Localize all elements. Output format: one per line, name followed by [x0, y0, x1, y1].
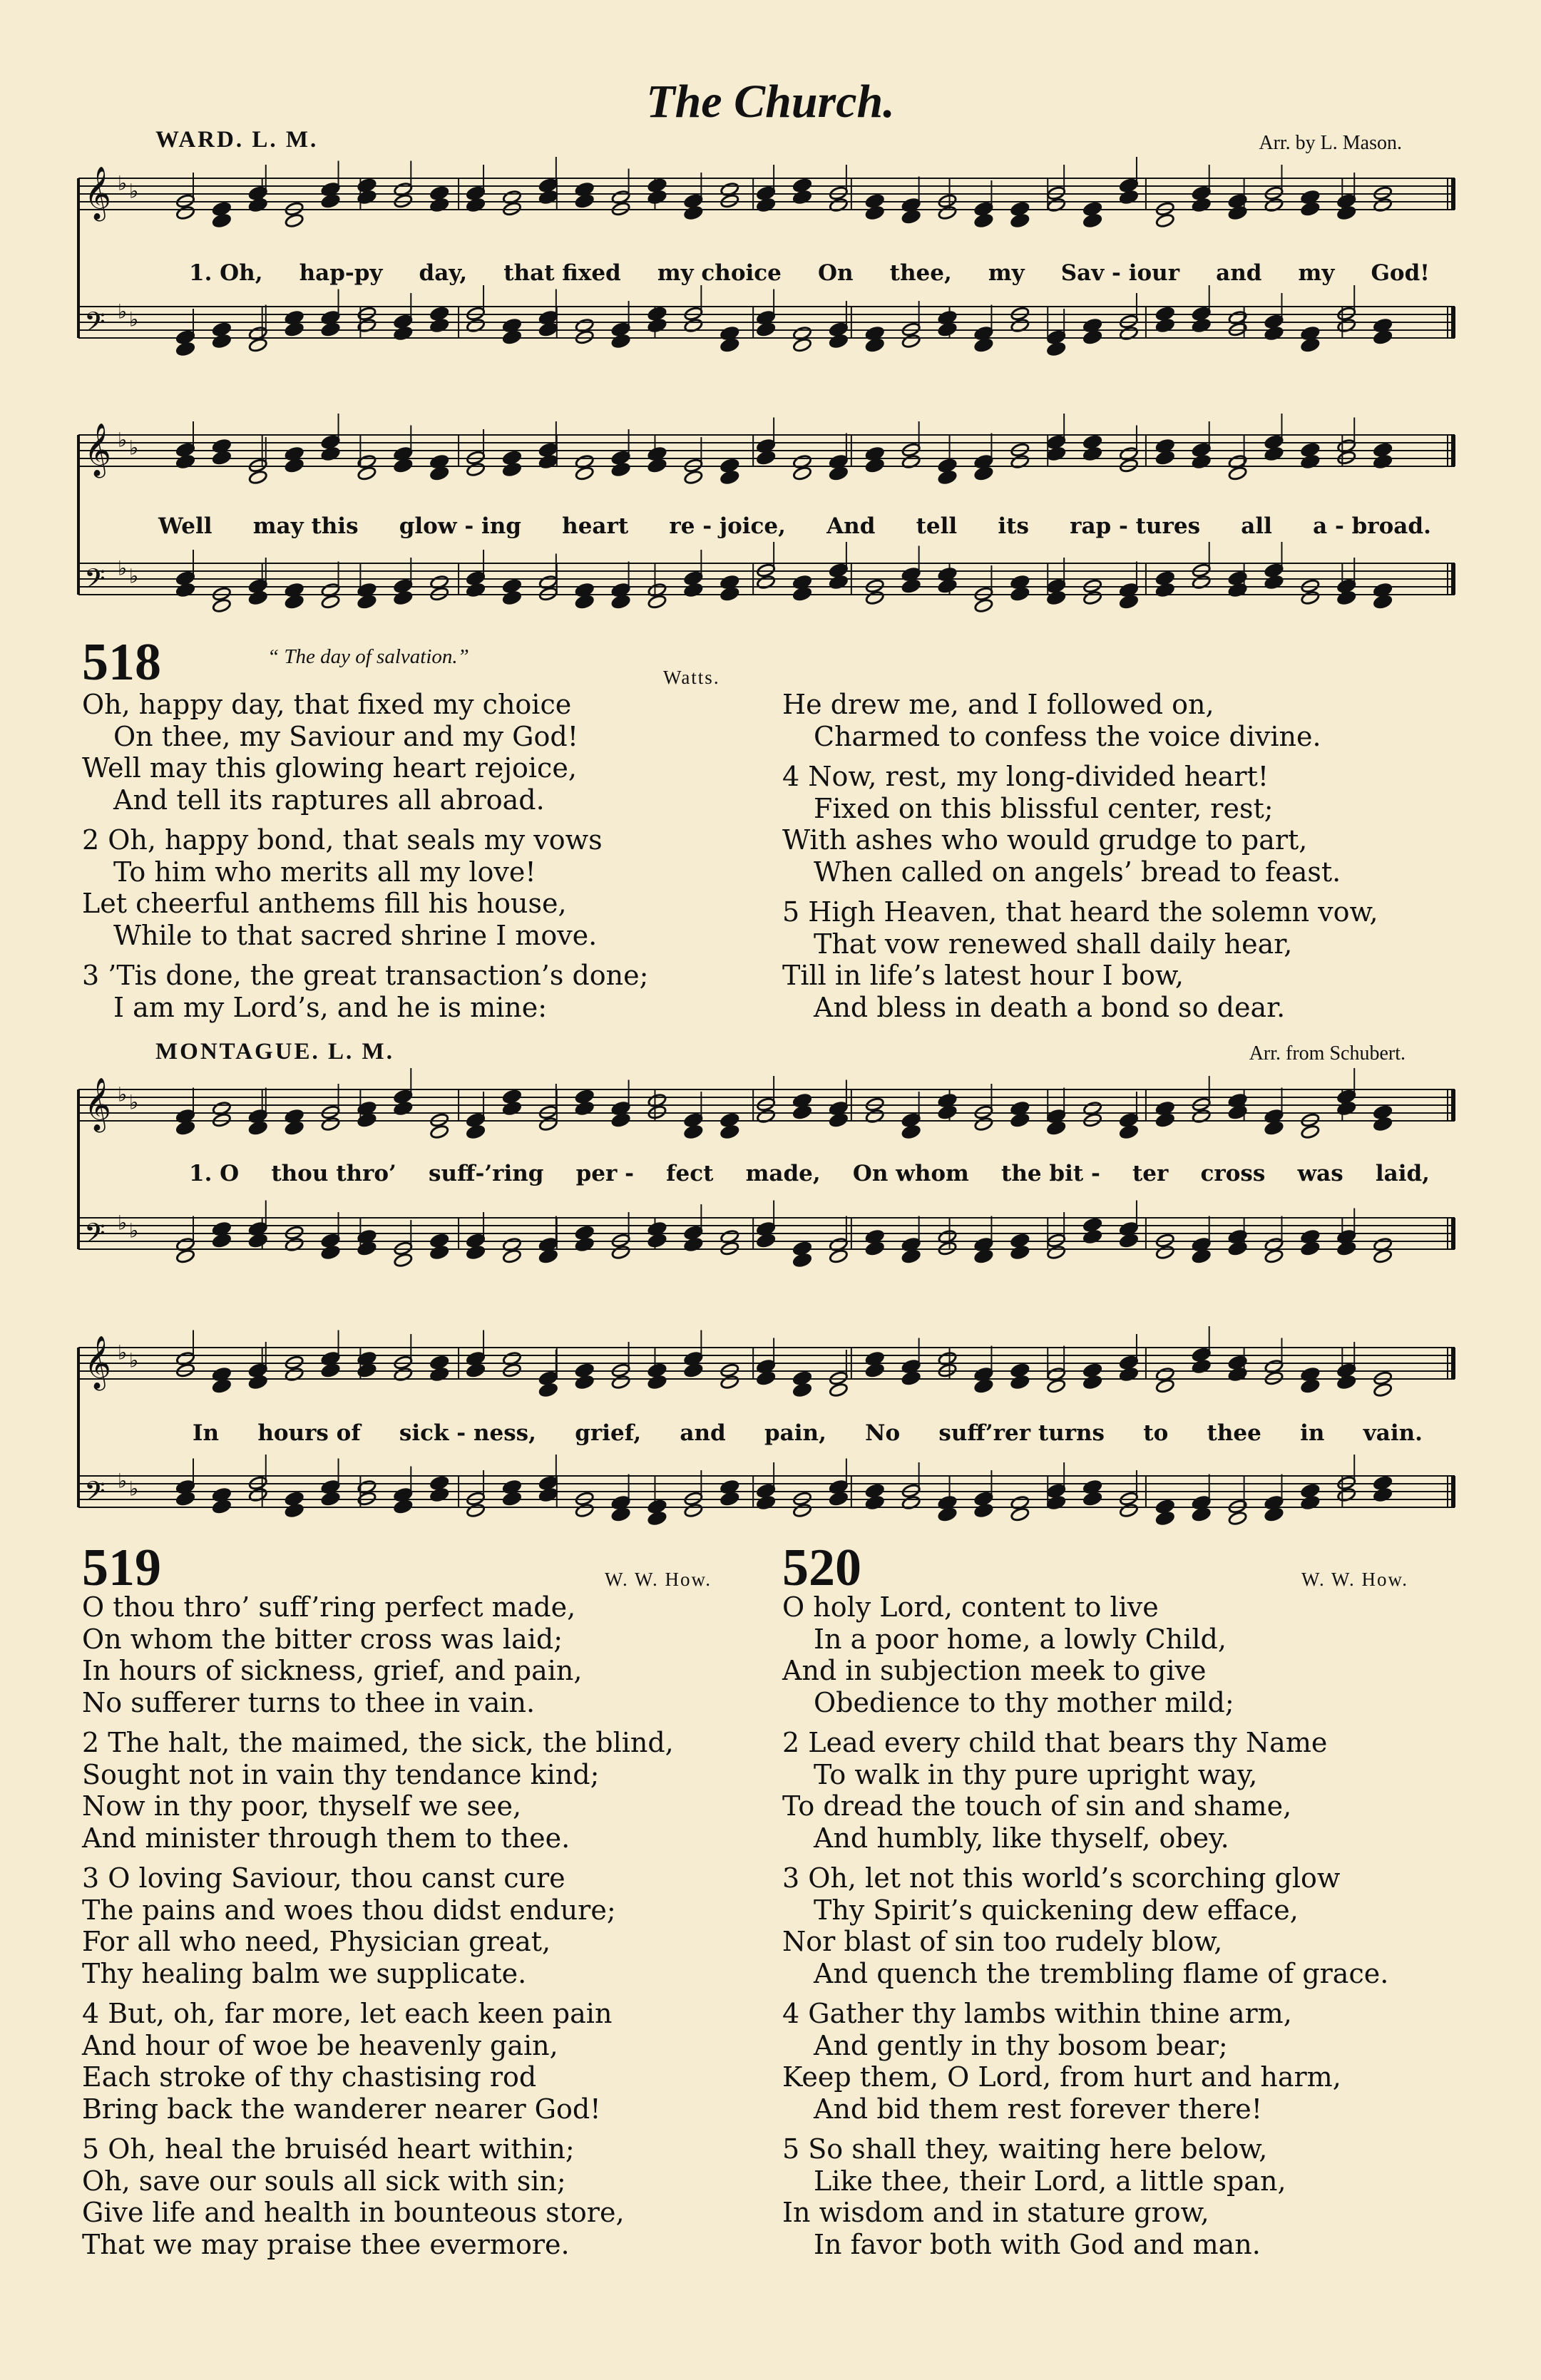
lyric-word: hap-py: [299, 260, 383, 286]
lyric-word: suff’rer turns: [938, 1420, 1105, 1446]
lyric-word: And: [826, 513, 876, 539]
stanza: [782, 1998, 1388, 2125]
svg-text:♭: ♭: [118, 299, 128, 324]
verse-line: Well may this glowing heart rejoice,: [82, 752, 577, 784]
lyric-word: tell: [916, 513, 958, 539]
verse-line: 3 O loving Saviour, thou canst cure: [82, 1862, 565, 1894]
lyric-word: fect: [666, 1161, 714, 1186]
lyrics-montague-line-1: [189, 1161, 1430, 1186]
verse-line: No sufferer turns to thee in vain.: [82, 1686, 536, 1718]
verse-line: Sought not in vain thy tendance kind;: [82, 1758, 600, 1790]
stanza: [82, 1727, 674, 1854]
hymn-518-author: Watts.: [663, 667, 720, 688]
stanza: [82, 960, 648, 1023]
lyric-word: No: [865, 1420, 901, 1446]
stanza: [82, 1862, 674, 1989]
lyric-word: pain,: [764, 1420, 826, 1446]
svg-text:♭: ♭: [118, 556, 128, 580]
stanza: [782, 1727, 1388, 1854]
verse-line: 2 Lead every child that bears thy Name: [782, 1727, 1328, 1758]
lyric-word: re - joice,: [669, 513, 786, 539]
svg-text:♭: ♭: [129, 1090, 139, 1114]
lyric-word: glow - ing: [399, 513, 521, 539]
svg-text:♭: ♭: [129, 179, 139, 203]
verse-line: To walk in thy pure upright way,: [814, 1758, 1258, 1790]
stanza: [782, 689, 1378, 752]
lyric-word: In: [193, 1420, 220, 1446]
verse-line: O thou thro’ suff’ring perfect made,: [82, 1591, 576, 1623]
hymn-518-caption: “ The day of salvation.”: [267, 645, 469, 668]
stanza: [82, 689, 648, 816]
lyric-word: sick - ness,: [399, 1420, 536, 1446]
verse-line: On thee, my Saviour and my God!: [113, 720, 579, 752]
lyric-word: rap - tures: [1070, 513, 1201, 539]
verse-line: With ashes who would grudge to part,: [782, 824, 1308, 856]
lyric-word: may this: [252, 513, 359, 539]
stanza: [782, 761, 1378, 888]
svg-text:♭: ♭: [118, 1340, 128, 1365]
lyric-word: On whom: [852, 1161, 969, 1186]
svg-text:𝄞: 𝄞: [84, 424, 111, 476]
lyric-word: laid,: [1375, 1161, 1430, 1186]
svg-text:♭: ♭: [118, 1082, 128, 1107]
verse-line: And minister through them to thee.: [82, 1822, 570, 1854]
lyric-word: cross: [1200, 1161, 1266, 1186]
svg-text:♭: ♭: [129, 1348, 139, 1373]
tune-name-montague: MONTAGUE. L. M.: [155, 1039, 394, 1065]
svg-text:♭: ♭: [129, 1477, 139, 1501]
hymn-520-verses: [782, 1591, 1388, 2269]
verse-line: Let cheerful anthems fill his house,: [82, 888, 567, 919]
lyric-word: Sav - iour: [1060, 260, 1180, 286]
verse-line: Give life and health in bounteous store,: [82, 2197, 625, 2228]
stanza: [82, 2133, 674, 2260]
verse-line: Obedience to thy mother mild;: [814, 1686, 1234, 1718]
verse-line: 5 So shall they, waiting here below,: [782, 2133, 1268, 2165]
lyric-word: my: [1298, 260, 1335, 286]
lyric-word: On: [818, 260, 854, 286]
hymn-518-verses-left: [82, 689, 648, 1032]
lyrics-ward-line-2: [158, 513, 1431, 539]
verse-line: Now in thy poor, thyself we see,: [82, 1790, 522, 1822]
verse-line: For all who need, Physician great,: [82, 1926, 551, 1957]
lyric-word: grief,: [575, 1420, 642, 1446]
verse-line: And hour of woe be heavenly gain,: [82, 2029, 558, 2061]
hymn-number-518: 518: [82, 633, 161, 692]
lyric-word: hours of: [257, 1420, 361, 1446]
svg-text:𝄢: 𝄢: [84, 306, 106, 344]
verse-line: Bring back the wanderer nearer God!: [82, 2093, 601, 2125]
verse-line: Thy Spirit’s quickening dew efface,: [814, 1894, 1299, 1926]
svg-text:♭: ♭: [118, 1469, 128, 1493]
verse-line: To him who merits all my love!: [113, 856, 536, 888]
stanza: [82, 824, 648, 951]
lyric-word: that fixed: [503, 260, 621, 286]
verse-line: 5 High Heaven, that heard the solemn vow,: [782, 896, 1378, 928]
stanza: [82, 1998, 674, 2125]
svg-text:♭: ♭: [129, 564, 139, 588]
verse-line: When called on angels’ bread to feast.: [814, 856, 1341, 888]
lyric-word: and: [1216, 260, 1262, 286]
lyrics-ward-line-1: [189, 260, 1430, 286]
hymn-519-verses: [82, 1591, 674, 2269]
svg-text:𝄞: 𝄞: [84, 167, 111, 220]
verse-line: That vow renewed shall daily hear,: [814, 928, 1293, 960]
verse-line: In hours of sickness, grief, and pain,: [82, 1655, 583, 1686]
lyric-word: Well: [158, 513, 213, 539]
verse-line: The pains and woes thou didst endure;: [82, 1894, 616, 1926]
svg-text:♭: ♭: [118, 428, 128, 452]
verse-line: And gently in thy bosom bear;: [814, 2029, 1228, 2061]
verse-line: Oh, save our souls all sick with sin;: [82, 2165, 566, 2197]
lyric-word: a - broad.: [1313, 513, 1431, 539]
lyric-word: the bit -: [1001, 1161, 1100, 1186]
verse-line: And bless in death a bond so dear.: [814, 991, 1286, 1023]
lyric-word: God!: [1371, 260, 1430, 286]
verse-line: 2 The halt, the maimed, the sick, the blind,: [82, 1727, 674, 1758]
hymn-519-author: W. W. How.: [605, 1569, 712, 1590]
lyric-word: all: [1241, 513, 1272, 539]
verse-line: 3 ’Tis done, the great transaction’s done;: [82, 960, 649, 991]
stanza: [782, 896, 1378, 1023]
verse-line: 3 Oh, let not this world’s scorching glow: [782, 1862, 1341, 1894]
svg-text:♭: ♭: [129, 307, 139, 332]
lyric-word: ter: [1132, 1161, 1169, 1186]
lyric-word: my choice: [657, 260, 782, 286]
verse-line: And humbly, like thyself, obey.: [814, 1822, 1229, 1854]
svg-text:𝄢: 𝄢: [84, 1217, 106, 1256]
lyric-word: to: [1143, 1420, 1169, 1446]
lyric-word: day,: [419, 260, 468, 286]
hymn-520-author: W. W. How.: [1301, 1569, 1409, 1590]
lyrics-montague-line-2: [193, 1420, 1423, 1446]
verse-line: Charmed to confess the voice divine.: [814, 720, 1321, 752]
lyric-word: thee,: [889, 260, 952, 286]
verse-line: On whom the bitter cross was laid;: [82, 1623, 563, 1655]
verse-line: To dread the touch of sin and shame,: [782, 1790, 1292, 1822]
verse-line: 2 Oh, happy bond, that seals my vows: [82, 824, 603, 856]
lyric-word: 1. Oh,: [189, 260, 263, 286]
stanza: [82, 1591, 674, 1718]
verse-line: Keep them, O Lord, from hurt and harm,: [782, 2061, 1341, 2093]
verse-line: 4 Gather thy lambs within thine arm,: [782, 1998, 1292, 2029]
verse-line: I am my Lord’s, and he is mine:: [113, 991, 548, 1023]
svg-text:𝄢: 𝄢: [84, 1475, 106, 1514]
verse-line: 4 Now, rest, my long-divided heart!: [782, 761, 1269, 792]
stanza: [782, 2133, 1388, 2260]
lyric-word: my: [988, 260, 1025, 286]
music-system-ward-2: [71, 424, 1462, 656]
hymn-number-520: 520: [782, 1539, 861, 1597]
verse-line: Nor blast of sin too rudely blow,: [782, 1926, 1223, 1957]
svg-text:𝄢: 𝄢: [84, 563, 106, 601]
verse-line: 5 Oh, heal the bruiséd heart within;: [82, 2133, 575, 2165]
verse-line: O holy Lord, content to live: [782, 1591, 1159, 1623]
verse-line: And quench the trembling flame of grace.: [814, 1957, 1389, 1989]
verse-line: Till in life’s latest hour I bow,: [782, 960, 1184, 991]
verse-line: And in subjection meek to give: [782, 1655, 1207, 1686]
verse-line: In favor both with God and man.: [814, 2228, 1261, 2260]
svg-text:♭: ♭: [118, 171, 128, 195]
music-system-montague-1: [71, 1078, 1462, 1310]
tune-name-ward: WARD. L. M.: [155, 127, 319, 153]
verse-line: And tell its raptures all abroad.: [113, 784, 545, 816]
arranger-montague: Arr. from Schubert.: [1249, 1042, 1406, 1065]
page-title: The Church.: [646, 76, 895, 128]
lyric-word: and: [680, 1420, 726, 1446]
svg-text:𝄞: 𝄞: [84, 1078, 111, 1131]
svg-text:♭: ♭: [129, 436, 139, 460]
verse-line: And bid them rest forever there!: [814, 2093, 1263, 2125]
lyric-word: heart: [562, 513, 629, 539]
lyric-word: thou thro’: [271, 1161, 396, 1186]
lyric-word: per -: [575, 1161, 634, 1186]
svg-text:𝄞: 𝄞: [84, 1336, 111, 1389]
verse-line: Like thee, their Lord, a little span,: [814, 2165, 1286, 2197]
verse-line: Thy healing balm we supplicate.: [82, 1957, 527, 1989]
lyric-word: vain.: [1363, 1420, 1423, 1446]
lyric-word: suff-’ring: [429, 1161, 544, 1186]
stanza: [782, 1591, 1388, 1718]
stanza: [782, 1862, 1388, 1989]
music-system-montague-2: [71, 1336, 1462, 1569]
verse-line: While to that sacred shrine I move.: [113, 919, 598, 951]
lyric-word: 1. O: [189, 1161, 240, 1186]
verse-line: 4 But, oh, far more, let each keen pain: [82, 1998, 613, 2029]
hymn-number-519: 519: [82, 1539, 161, 1597]
verse-line: In wisdom and in stature grow,: [782, 2197, 1209, 2228]
verse-line: That we may praise thee evermore.: [82, 2228, 570, 2260]
lyric-word: made,: [745, 1161, 821, 1186]
verse-line: In a poor home, a lowly Child,: [814, 1623, 1227, 1655]
verse-line: Each stroke of thy chastising rod: [82, 2061, 537, 2093]
verse-line: He drew me, and I followed on,: [782, 689, 1214, 720]
verse-line: Fixed on this blissful center, rest;: [814, 792, 1274, 824]
verse-line: Oh, happy day, that fixed my choice: [82, 689, 572, 720]
svg-text:♭: ♭: [129, 1219, 139, 1243]
lyric-word: in: [1300, 1420, 1325, 1446]
lyric-word: thee: [1207, 1420, 1261, 1446]
lyric-word: was: [1297, 1161, 1343, 1186]
lyric-word: its: [998, 513, 1029, 539]
hymn-518-verses-right: [782, 689, 1378, 1032]
svg-text:♭: ♭: [118, 1211, 128, 1235]
arranger-ward: Arr. by L. Mason.: [1259, 132, 1402, 154]
